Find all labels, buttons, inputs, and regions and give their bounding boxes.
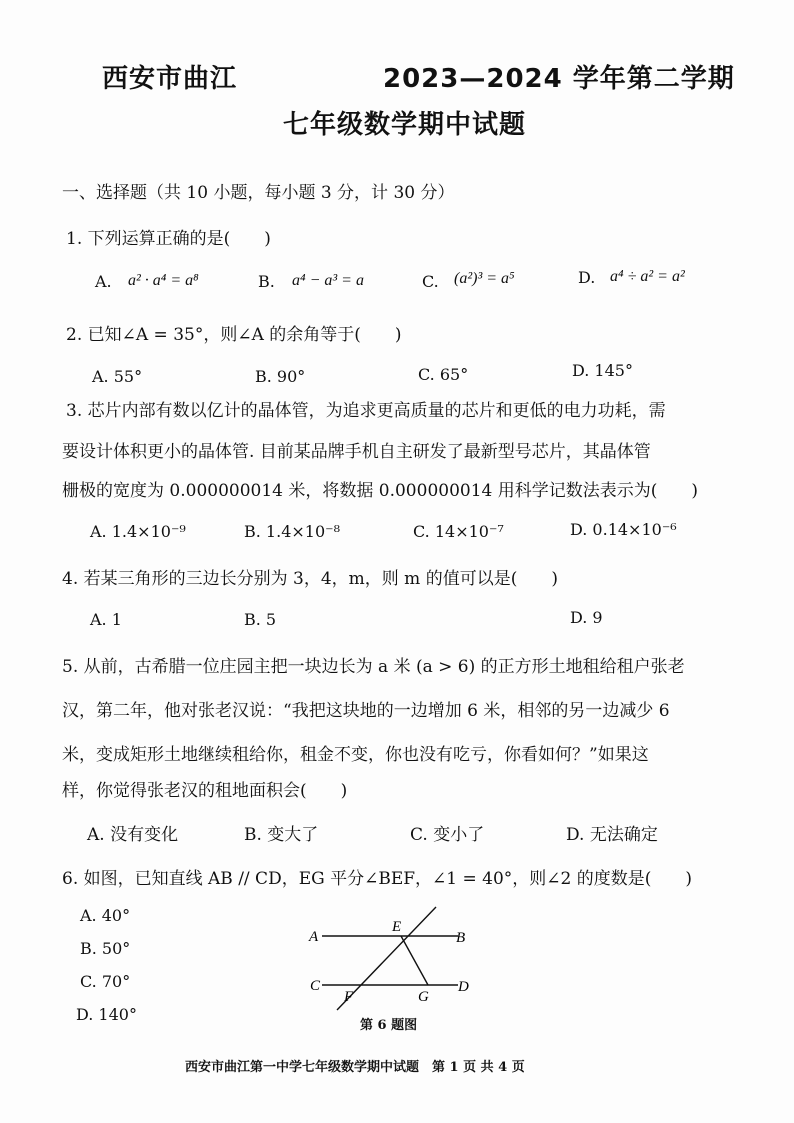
fig-label-c: C — [310, 978, 321, 994]
q2-option-d[interactable]: D. 145° — [572, 361, 633, 380]
q1-option-c-math: (a²)³ = a⁵ — [454, 270, 515, 287]
q2-option-b[interactable]: B. 90° — [255, 367, 306, 386]
school-name: 西安市曲江 — [102, 64, 238, 94]
question-3-line-2: 要设计体积更小的晶体管. 目前某品牌手机自主研发了最新型号芯片，其晶体管 — [62, 442, 651, 462]
question-2-stem: 2. 已知∠A = 35°，则∠A 的余角等于( ) — [66, 325, 402, 345]
question-5-line-4: 样，你觉得张老汉的租地面积会( ) — [62, 781, 348, 801]
q5-option-c[interactable]: C. 变小了 — [410, 825, 485, 845]
fig-label-g: G — [418, 989, 429, 1005]
q1-option-b-math: a⁴ − a³ = a — [292, 272, 364, 289]
q6-figure — [300, 900, 500, 1015]
fig-label-a: A — [309, 929, 319, 945]
question-4-stem: 4. 若某三角形的三边长分别为 3，4，m，则 m 的值可以是( ) — [62, 569, 558, 589]
q5-option-b[interactable]: B. 变大了 — [244, 825, 319, 845]
exam-title: 七年级数学期中试题 — [283, 110, 527, 140]
figure-caption: 第 6 题图 — [360, 1018, 418, 1033]
q1-option-b-label[interactable]: B. — [258, 272, 275, 291]
page-footer: 西安市曲江第一中学七年级数学期中试题 第 1 页 共 4 页 — [185, 1060, 525, 1075]
q2-option-a[interactable]: A. 55° — [92, 367, 143, 386]
fig-label-b: B — [456, 930, 466, 946]
q3-option-d[interactable]: D. 0.14×10⁻⁶ — [570, 520, 677, 539]
q2-option-c[interactable]: C. 65° — [418, 365, 469, 384]
q5-option-a[interactable]: A. 没有变化 — [87, 825, 179, 845]
q6-option-b[interactable]: B. 50° — [80, 939, 131, 958]
q6-option-d[interactable]: D. 140° — [76, 1005, 137, 1024]
fig-label-d: D — [458, 979, 469, 995]
q6-option-c[interactable]: C. 70° — [80, 972, 131, 991]
q3-option-b[interactable]: B. 1.4×10⁻⁸ — [244, 522, 340, 541]
q1-option-d-label[interactable]: D. — [578, 268, 596, 287]
ray-eg — [401, 936, 428, 985]
q1-option-a-math: a² · a⁴ = a⁸ — [128, 272, 199, 289]
question-1-stem: 1. 下列运算正确的是( ) — [66, 229, 271, 249]
question-5-line-2: 汉，第二年，他对张老汉说：“我把这块地的一边增加 6 米，相邻的另一边减少 6 — [62, 701, 670, 721]
question-5-line-3: 米，变成矩形土地继续租给你，租金不变，你也没有吃亏，你看如何？”如果这 — [62, 745, 649, 765]
fig-label-f: F — [344, 989, 354, 1005]
q3-option-c[interactable]: C. 14×10⁻⁷ — [413, 522, 504, 541]
section-heading: 一、选择题（共 10 小题，每小题 3 分，计 30 分） — [62, 183, 455, 203]
q4-option-b[interactable]: B. 5 — [244, 610, 277, 629]
q3-option-a[interactable]: A. 1.4×10⁻⁹ — [90, 522, 186, 541]
q4-option-a[interactable]: A. 1 — [90, 610, 122, 629]
q1-option-c-label[interactable]: C. — [422, 272, 439, 291]
question-6-stem: 6. 如图，已知直线 AB // CD，EG 平分∠BEF，∠1 = 40°，则∠2 的度数是( ) — [62, 869, 693, 889]
q1-option-d-math: a⁴ ÷ a² = a² — [610, 268, 685, 285]
q6-option-a[interactable]: A. 40° — [80, 906, 131, 925]
question-5-line-1: 5. 从前，古希腊一位庄园主把一块边长为 a 米 (a > 6) 的正方形土地租给租户张老 — [62, 657, 685, 677]
question-3-line-1: 3. 芯片内部有数以亿计的晶体管，为追求更高质量的芯片和更低的电力功耗，需 — [66, 401, 666, 421]
question-3-line-3: 栅极的宽度为 0.000000014 米，将数据 0.000000014 用科学记数法表示为( ) — [62, 481, 699, 501]
term-label: 2023—2024 学年第二学期 — [383, 64, 735, 94]
q1-option-a-label[interactable]: A. — [95, 272, 112, 291]
q4-option-d[interactable]: D. 9 — [570, 608, 603, 627]
q5-option-d[interactable]: D. 无法确定 — [566, 825, 658, 845]
fig-label-e: E — [392, 919, 402, 935]
